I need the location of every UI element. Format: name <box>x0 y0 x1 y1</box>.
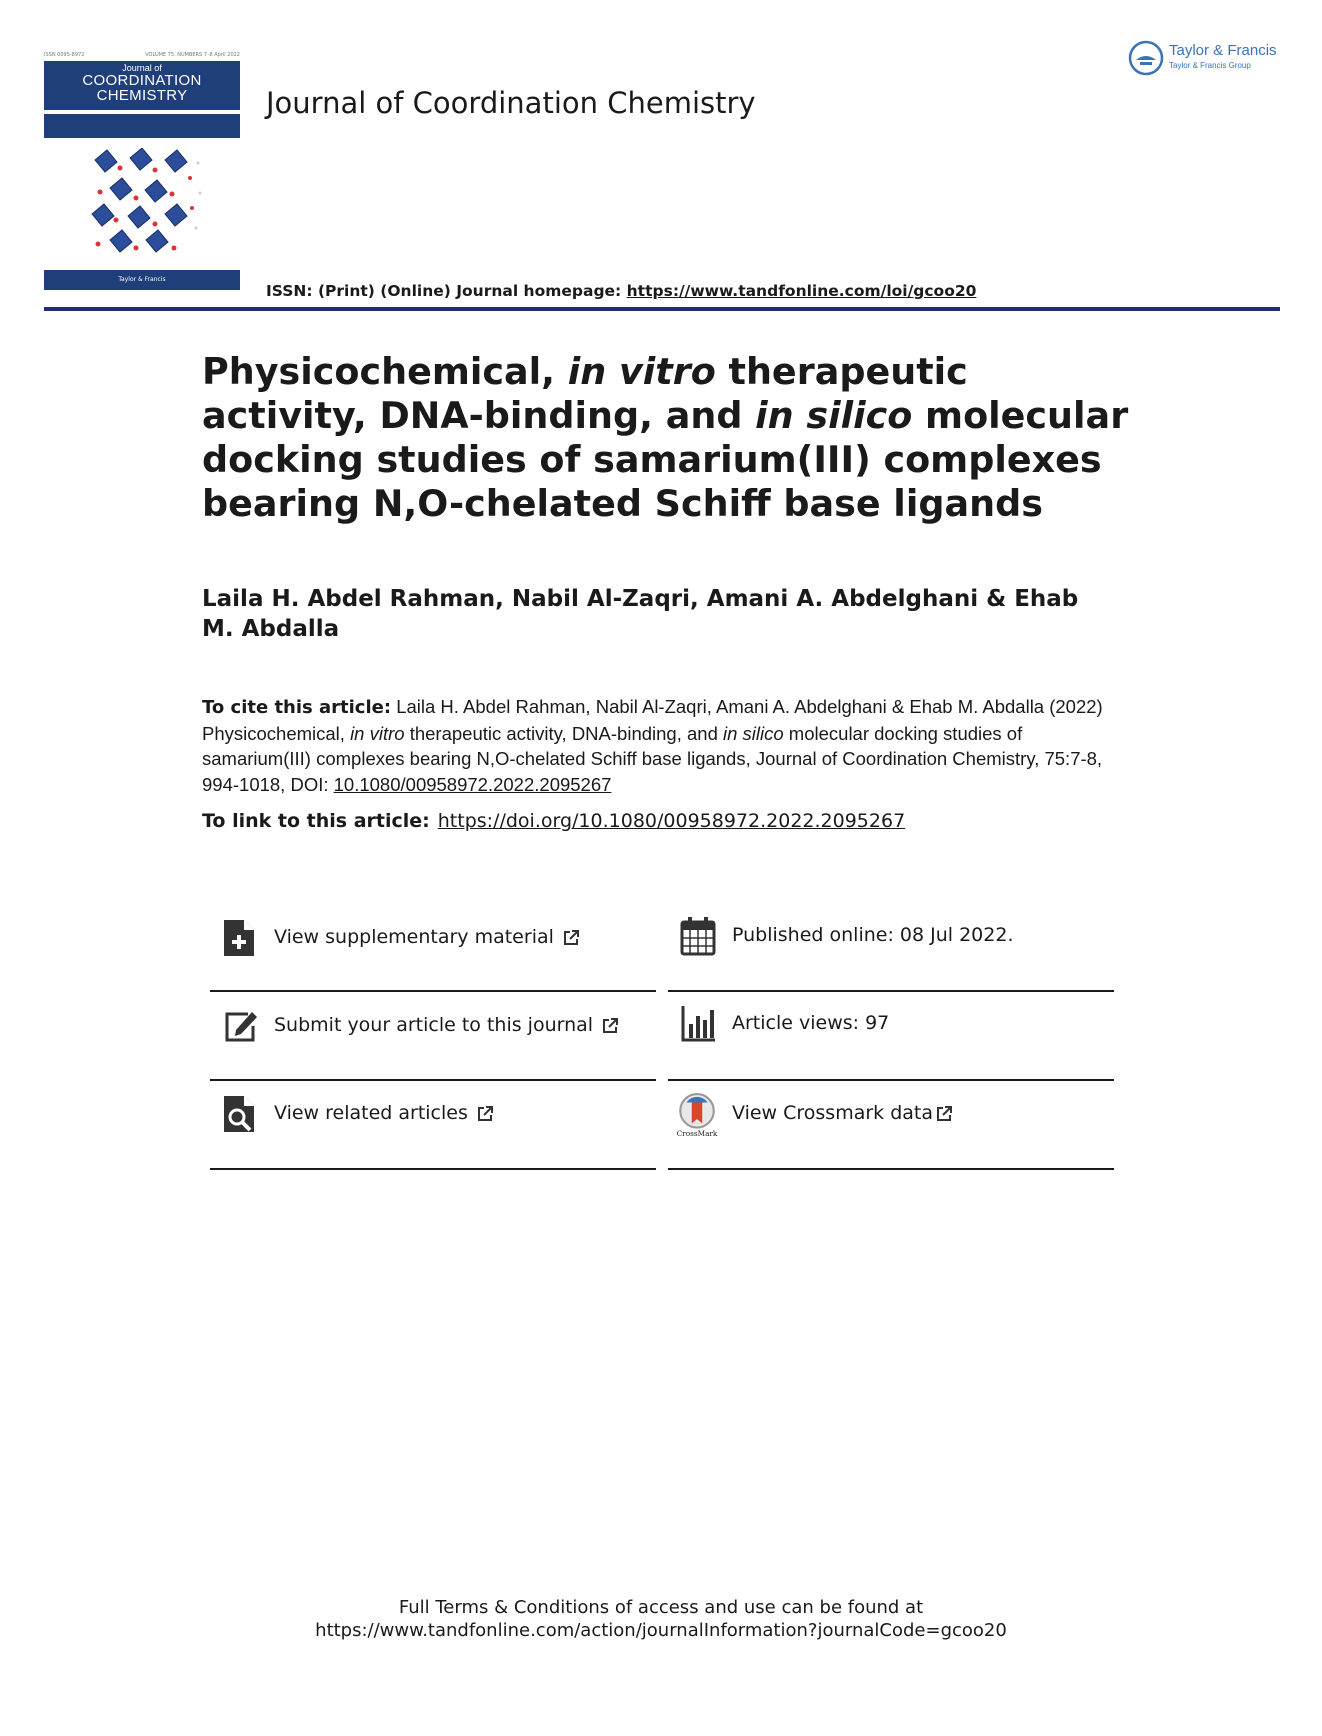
published-online <box>668 916 1114 986</box>
cite-doi-link[interactable]: 10.1080/00958972.2022.2095267 <box>333 773 612 795</box>
view-crossmark-data[interactable] <box>668 1094 1114 1164</box>
link-to-article <box>202 810 905 832</box>
cover-title-band <box>44 61 240 110</box>
cover-topline <box>44 52 240 60</box>
cover-word-chemistry: CHEMISTRY <box>96 87 188 104</box>
cite-text-1: Laila H. Abdel Rahman, Nabil Al-Zaqri, Amani A. Abdelghani & Ehab M. Abdalla (2022) Physicochemical, <box>202 696 1103 744</box>
submit-label: Submit your article to this journal <box>274 1014 594 1036</box>
article-doi-url[interactable]: https://doi.org/10.1080/00958972.2022.2095267 <box>437 810 906 832</box>
cite-label: To cite this article: <box>202 697 392 718</box>
header-divider <box>44 307 1280 311</box>
title-part-2: in vitro <box>567 350 716 393</box>
view-supplementary-material[interactable] <box>210 918 656 988</box>
cover-volume: VOLUME 75, NUMBERS 7–8 April 2022 <box>145 52 240 58</box>
cover-journal-of: Journal of <box>122 63 162 73</box>
journal-title: Journal of Coordination Chemistry <box>266 86 756 120</box>
external-link-icon <box>935 1105 953 1123</box>
title-part-4: in silico <box>755 394 913 437</box>
grid-divider <box>210 1168 656 1170</box>
cite-text-4: in silico <box>723 722 784 744</box>
search-document-icon <box>222 1094 258 1134</box>
taylor-francis-lamp-icon <box>1128 40 1164 76</box>
title-part-1: Physicochemical, <box>202 350 568 393</box>
bar-chart-icon <box>680 1004 716 1044</box>
cite-text-5: molecular docking studies of samarium(III) complexes bearing N,O-chelated Schiff base ligands, Journal of Coordination Chemistry, 75:7-8, 994-1018, DOI: <box>202 722 1103 795</box>
cover-publisher-band <box>44 270 240 290</box>
grid-divider <box>668 1079 1114 1081</box>
edit-icon <box>222 1006 258 1046</box>
footer-url[interactable]: https://www.tandfonline.com/action/journalInformation?journalCode=gcoo20 <box>315 1620 1007 1641</box>
grid-divider <box>210 1079 656 1081</box>
article-title <box>202 350 1132 526</box>
issn-line <box>266 282 976 300</box>
article-views <box>668 1004 1114 1074</box>
file-plus-icon <box>222 918 258 958</box>
published-label: Published online: 08 Jul 2022. <box>732 924 1014 946</box>
title-part-3: therapeutic activity, DNA-binding, and <box>202 350 968 437</box>
external-link-icon <box>476 1105 494 1123</box>
journal-cover <box>44 52 240 290</box>
logo-subname: Taylor & Francis Group <box>1169 61 1251 70</box>
citation-block <box>202 694 1132 797</box>
related-label: View related articles <box>274 1102 468 1124</box>
cite-text-3: therapeutic activity, DNA-binding, and <box>404 722 723 744</box>
terms-footer <box>0 1596 1322 1642</box>
cover-editor-band <box>44 114 240 138</box>
cover-publisher: Taylor & Francis <box>118 276 166 283</box>
crossmark-label: View Crossmark data <box>732 1102 934 1124</box>
link-label: To link to this article: <box>202 810 430 832</box>
logo-name: Taylor & Francis <box>1169 42 1277 59</box>
footer-line-1: Full Terms & Conditions of access and use can be found at <box>398 1597 924 1618</box>
cover-crystal-structure-image <box>80 148 210 258</box>
supplementary-label: View supplementary material <box>274 926 554 948</box>
external-link-icon <box>562 929 580 947</box>
submit-article[interactable] <box>210 1006 656 1076</box>
issn-label: ISSN: (Print) (Online) Journal homepage: <box>266 282 627 300</box>
title-part-5: molecular docking studies of samarium(III) complexes bearing N,O-chelated Schiff base ligands <box>202 394 1129 525</box>
journal-homepage-link[interactable]: https://www.tandfonline.com/loi/gcoo20 <box>626 282 977 300</box>
grid-divider <box>210 990 656 992</box>
views-label: Article views: 97 <box>732 1012 890 1034</box>
taylor-francis-logo[interactable] <box>1128 40 1278 76</box>
grid-divider <box>668 1168 1114 1170</box>
cover-word-coordination: COORDINATION <box>82 72 202 89</box>
calendar-icon <box>680 916 716 956</box>
grid-divider <box>668 990 1114 992</box>
crossmark-icon <box>676 1092 718 1138</box>
crossmark-logo-text: CrossMark <box>676 1128 718 1138</box>
view-related-articles[interactable] <box>210 1094 656 1164</box>
cite-text-2: in vitro <box>350 722 405 744</box>
article-authors: Laila H. Abdel Rahman, Nabil Al-Zaqri, Amani A. Abdelghani & Ehab M. Abdalla <box>202 586 1079 642</box>
external-link-icon <box>601 1017 619 1035</box>
cover-issn: ISSN 0095-8972 <box>44 52 85 58</box>
